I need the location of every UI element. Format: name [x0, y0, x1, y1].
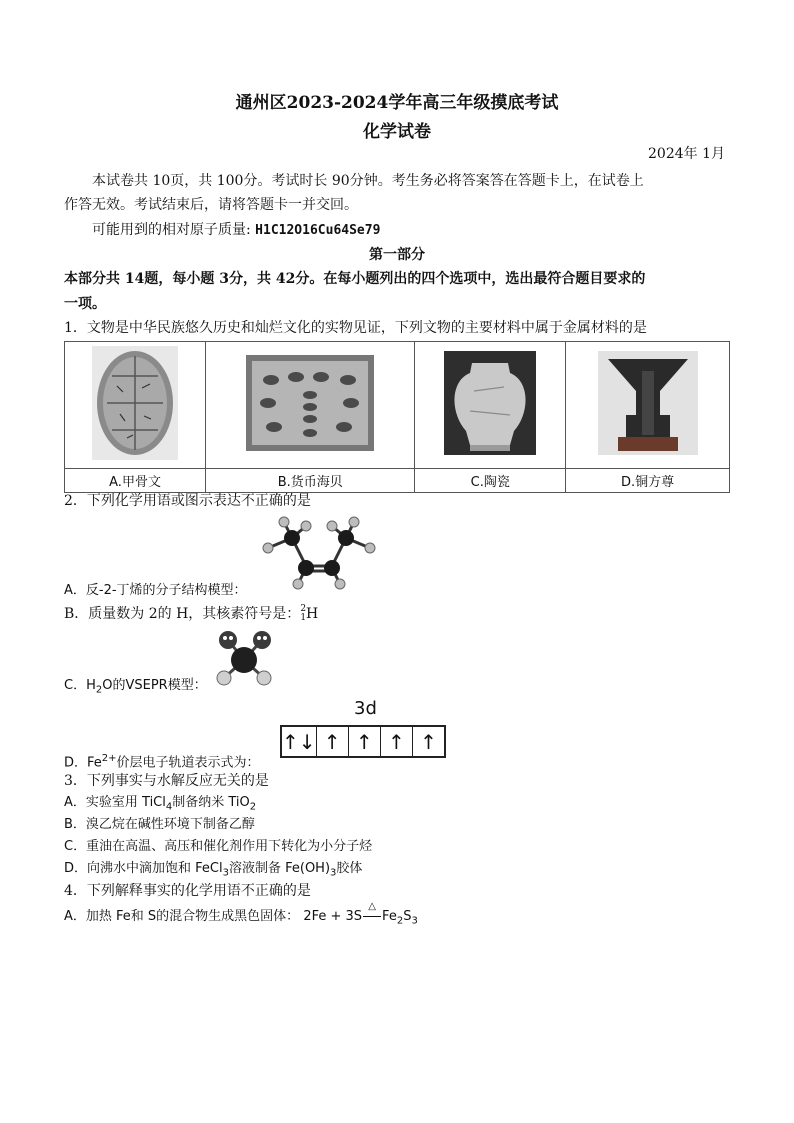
q3-option-d-suffix: 胶体: [336, 861, 363, 876]
q4-equation-product-fe: Fe: [382, 909, 397, 924]
reaction-arrow: [362, 901, 382, 928]
q1-image-cell-a: [65, 342, 206, 469]
q4-equation-sub-2: 3: [411, 915, 418, 927]
q1-option-a: A.甲骨文: [65, 469, 206, 493]
exam-subtitle: 化学试卷: [363, 122, 431, 142]
nuclide-symbol: H: [306, 606, 319, 622]
atomic-mass-line: [92, 219, 380, 242]
part-instructions-1: 本部分共 14题，每小题 3分，共 42分。在每小题列出的四个选项中，选出最符合题目要求的: [64, 271, 646, 287]
q3-option-d-mid: 溶液制备 Fe(OH): [228, 861, 331, 876]
q3-option-b: B．溴乙烷在碱性环境下制备乙醇: [64, 817, 255, 832]
q4-equation-sub-1: 2: [396, 915, 404, 927]
q3-option-a-prefix: A．实验室用 TiCl: [64, 795, 166, 810]
q2-option-c-sub: 2: [95, 684, 103, 696]
orbital-box-3: ↑: [349, 727, 381, 756]
q3-option-a-sub-1: 4: [165, 801, 173, 813]
q2-option-c: [64, 675, 207, 702]
atomic-mass-values: H1C12O16Cu64Se79: [255, 223, 381, 238]
q1-image-cell-b: [206, 342, 415, 469]
q4-stem: 4．下列解释事实的化学用语不正确的是: [64, 883, 311, 899]
q2-option-d-prefix: D．Fe: [64, 755, 102, 771]
q2-option-d-suffix: 价层电子轨道表示式为：: [116, 755, 260, 771]
q2-stem: 2．下列化学用语或图示表达不正确的是: [64, 493, 311, 509]
q3-stem: 3．下列事实与水解反应无关的是: [64, 773, 269, 789]
q2-option-b: [64, 603, 318, 625]
trans-2-butene-model: [256, 516, 378, 592]
intro-line-2: 作答无效。考试结束后，请将答题卡一并交回。: [64, 197, 358, 213]
q3-option-d-sub-2: 3: [330, 867, 337, 879]
bronze-zun-image: [598, 351, 698, 455]
nuclide-atomic-number: 1: [300, 613, 307, 623]
orbital-diagram: [280, 725, 446, 758]
orbital-box-5: ↑: [420, 729, 437, 754]
part-heading: 第一部分: [369, 247, 425, 263]
q1-option-b: B.货币海贝: [206, 469, 415, 493]
q4-equation-reactants: 2Fe + 3S: [303, 909, 363, 924]
oracle-bone-image: [92, 346, 178, 460]
exam-date: 2024年 1月: [648, 146, 725, 162]
q3-option-d-prefix: D．向沸水中滴加饱和 FeCl: [64, 861, 223, 876]
orbital-label: 3d: [354, 698, 377, 719]
q1-option-c: C.陶瓷: [415, 469, 566, 493]
q2-option-d-sup: 2+: [101, 753, 117, 764]
q2-option-c-prefix: C．H: [64, 678, 96, 693]
intro-line-1: 本试卷共 10页，共 100分。考试时长 90分钟。考生务必将答案答在答题卡上，在试卷上: [92, 173, 644, 189]
q1-options-table: [64, 341, 730, 493]
q3-option-a-sub-2: 2: [249, 801, 257, 813]
orbital-box-4: ↑: [381, 727, 413, 756]
atomic-mass-label: 可能用到的相对原子质量:: [92, 222, 251, 238]
q1-option-d: D.铜方尊: [566, 469, 730, 493]
orbital-box-1: ↑↓: [282, 727, 317, 756]
q3-option-a-mid: 制备纳米 TiO: [172, 795, 250, 810]
q4-option-a-prefix: A．加热 Fe和 S的混合物生成黑色固体：: [64, 909, 300, 924]
exam-title: 通州区2023-2024学年高三年级摸底考试: [235, 93, 559, 113]
q1-stem: 1．文物是中华民族悠久历史和灿烂文化的实物见证，下列文物的主要材料中属于金属材料的是: [64, 320, 647, 336]
q2-option-b-text: B．质量数为 2的 H，其核素符号是：: [64, 606, 301, 622]
q4-equation-product-s: S: [403, 909, 412, 924]
q2-option-a: A．反-2-丁烯的分子结构模型：: [64, 583, 247, 598]
water-vsepr-model: [212, 626, 276, 690]
q1-image-cell-d: [566, 342, 730, 469]
q4-option-a: [64, 901, 418, 933]
nuclide-mass-number: 2: [300, 604, 307, 614]
pottery-image: [444, 351, 536, 455]
part-instructions-2: 一项。: [64, 296, 106, 312]
q1-image-cell-c: [415, 342, 566, 469]
heat-condition-icon: △: [368, 901, 376, 912]
q3-option-c: C．重油在高温、高压和催化剂作用下转化为小分子烃: [64, 839, 373, 854]
orbital-box-2: ↑: [317, 727, 349, 756]
shell-money-image: [246, 355, 374, 451]
q3-option-d-sub-1: 3: [222, 867, 229, 879]
q2-option-c-suffix: O的VSEPR模型：: [102, 678, 207, 693]
